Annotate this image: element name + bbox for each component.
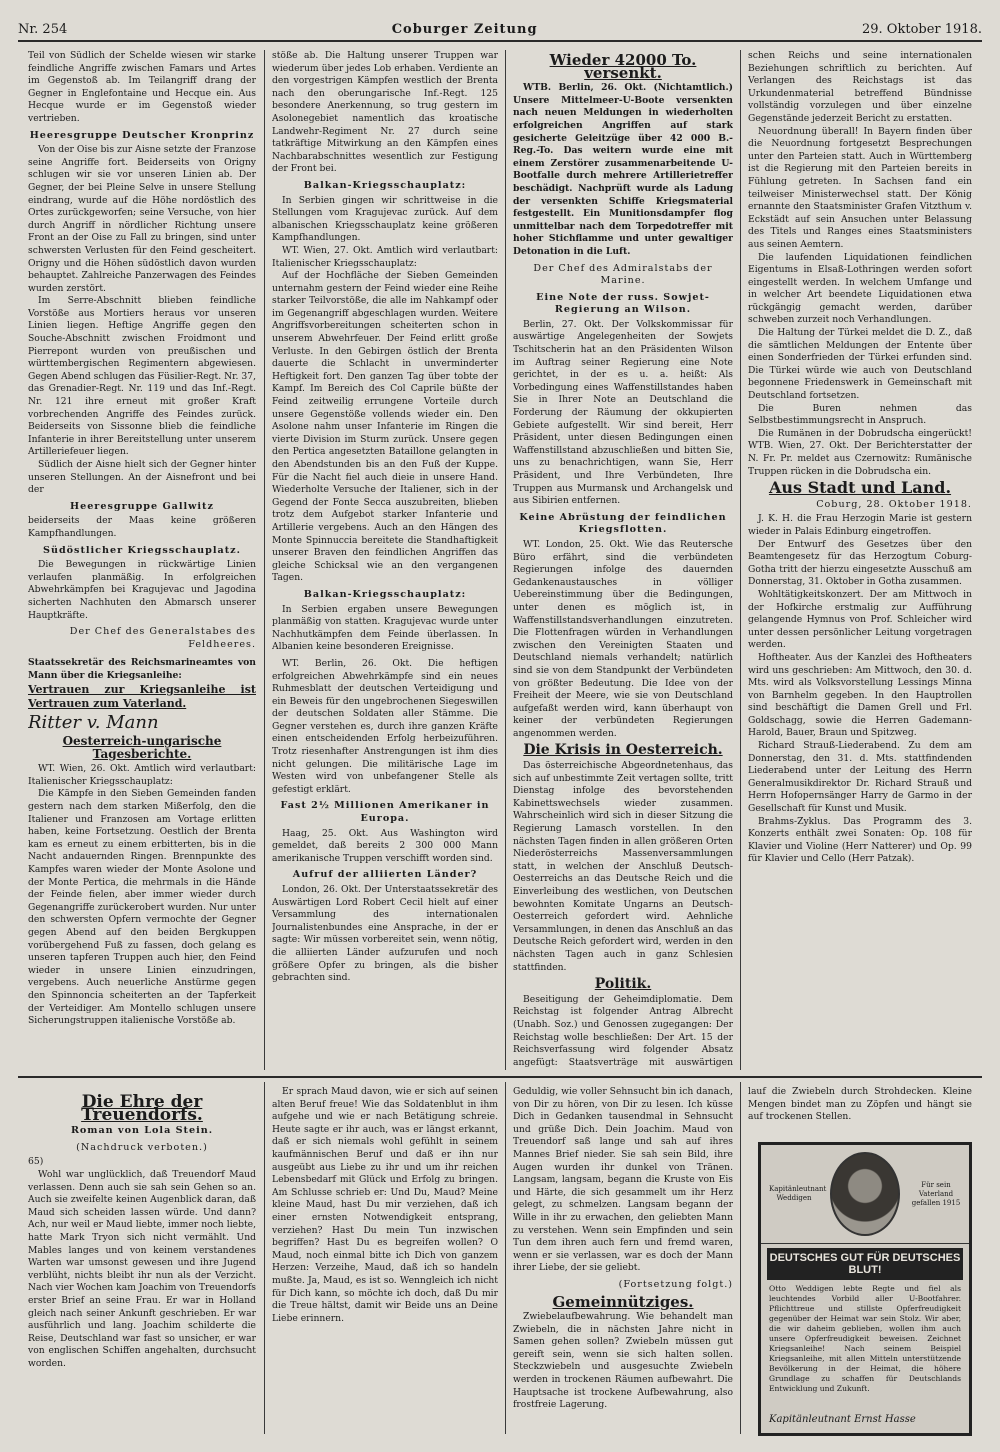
section-heading: Keine Abrüstung der feindlichen Kriegsflotten. <box>519 511 727 536</box>
article-text: WT. Wien, 27. Okt. Amtlich wird verlautbart: Italienischer Kriegsschauplatz: <box>272 244 498 269</box>
column-rule <box>264 1082 265 1434</box>
section-heading: Balkan-Kriegsschauplatz: <box>303 179 467 191</box>
article-text: Die Rumänen in der Dobrudscha eingerückt! WTB. Wien, 27. Okt. Der Berichterstatter der N. Fr. Pr. meldet aus Czernowitz: Rumänische Truppen rücken in die Dobrudscha ein. <box>748 427 972 477</box>
chapter-number: 65) <box>28 1156 44 1168</box>
feuilleton-column-1 <box>28 1086 256 1436</box>
ad-header <box>761 1145 969 1244</box>
ad-signature: Kapitänleutnant Ernst Hasse <box>769 1414 916 1425</box>
article-text: WT. Wien, 26. Okt. Amtlich wird verlautbart: Italienischer Kriegsschauplatz: <box>28 763 256 787</box>
reprint-note: (Nachdruck verboten.) <box>76 1141 208 1153</box>
article-text: Wohltätigkeitskonzert. Der am Mittwoch in der Hofkirche erstmalig zur Aufführung gelangende Hymnus von Prof. Schleicher wird unter dessen persönlicher Leitung vorgetragen werden. <box>748 588 972 651</box>
article-text: Von der Oise bis zur Aisne setzte der Franzose seine Angriffe fort. Beiderseits von Origny schlugen wir sie vor unseren Linien ab. Der Gegner, der bei Pleine Selve in unsere Stellung eindrang, wurde auf die Höhe nordöstlich des Ortes zurückgeworfen; seine Versuche, von hier durch Angriff in nördlicher Richtung unsere Front an der Oise zu Fall zu bringen, sind unter schwersten Verlusten für den Feind gescheitert. Origny und die Höhen südöstlich davon wurden behauptet. Zahlreiche Panzerwagen des Feindes wurden zerstört. <box>28 144 256 294</box>
column-rule <box>740 50 741 1070</box>
handwritten-signature: Ritter v. Mann <box>28 711 159 733</box>
column-1 <box>28 50 256 1070</box>
column-rule <box>505 50 506 1070</box>
portrait-image <box>830 1152 900 1236</box>
section-heading: Heeresgruppe Deutscher Kronprinz <box>29 129 255 141</box>
ad-caption-left: Kapitänleutnant Weddigen <box>769 1185 827 1202</box>
feuilleton-column-3 <box>513 1086 733 1436</box>
article-text: Südlich der Aisne hielt sich der Gegner hinter unseren Stellungen. An der Aisnefront und bei der <box>28 459 256 496</box>
article-text: Teil von Südlich der Schelde wiesen wir starke feindliche Angriffe zwischen Famars und Artes im Gegenstoß ab. Im Teilangriff drang der Gegner in Englefontaine und Hecque ein. Aus Hecque wurde er im Gegenstoß wieder vertrieben. <box>28 50 256 124</box>
column-4-continued <box>748 1086 972 1138</box>
column-rule <box>505 1082 506 1434</box>
article-text: Brahms-Zyklus. Das Programm des 3. Konzerts enthält zwei Sonaten: Op. 108 für Klavier und Violine (Herr Natterer) und Op. 99 für Klavier und Cello (Herr Patzak). <box>748 815 972 865</box>
article-text: Zwiebelaufbewahrung. Wie behandelt man Zwiebeln, die in nächsten Jahre nicht in Samen gehen sollen? Zwiebeln müssen gut gereift sein, wenn sie sich halten sollen. Steckzwiebeln und ausgesuchte Zwiebeln werden in trockenen Räumen aufbewahrt. Die Hauptsache ist trockene Aufbewahrung, also frostfreie Lagerung. <box>513 1311 733 1411</box>
article-text: stöße ab. Die Haltung unserer Truppen war wiederum über jedes Lob erhaben. Verdiente an den vorgestrigen Kämpfen westlich der Brenta nach den oberungarische Inf.-Regt. 125 besondere Anerkennung, so trug gestern im Asolonegebiet namentlich das kroatische Landwehr-Regiment Nr. 27 durch seine tatkräftige Mitwirkung an den Kämpfen eines Nachbarabschnittes wesentlich zur Festigung der Front bei. <box>272 50 498 175</box>
article-text: In Serbien gingen wir schrittweise in die Stellungen vom Kragujevac zurück. Auf dem albanischen Kriegsschauplatz keine größeren Kampfhandlungen. <box>272 194 498 244</box>
ad-caption-right: Für sein Vaterland gefallen 1915 <box>911 1180 961 1207</box>
dateline: Coburg, 28. Oktober 1918. <box>816 498 972 510</box>
section-heading: Südöstlicher Kriegsschauplatz. <box>43 544 241 556</box>
column-4 <box>748 50 972 1070</box>
novel-text: Er sprach Maud davon, wie er sich auf seinen alten Beruf freue! Wie das Soldatenblut in ihm aufgehe und wie er nach Betätigung schreie. Heute sagte er ihr auch, was er längst erkannt, daß er sich niemals wohl gefühlt in seinem kaufmännischen Beruf und daß er ihn nur ausgeübt aus Liebe zu ihr und um ihr reichen Lebensbedarf mit Glück und Erfolg zu bringen. Am Schlusse schrieb er: Und Du, Maud? Meine kleine Maud, hast Du mir verziehen, daß ich einer ernsten Notwendigkeit entsprang, verziehen? Hast Du mein Tun inzwischen begriffen? Hast Du es begreifen wollen? O Maud, noch einmal bitte ich Dich von ganzem Herzen: Verzeihe, Maud, daß ich so handeln mußte. Ja, Maud, es ist so. Wenngleich ich nicht für Dich kann, so möchte ich doch, daß Du mir die Treue hältst, damit wir Beide uns an Deine Liebe erinnern. <box>272 1086 498 1324</box>
article-text: schen Reichs und seine internationalen Beziehungen schriftlich zu berichten. Auf Verlangen des Reichstags ist das Urkundenmaterial betreffend Bündnisse vollständig vorzulegen und über einzelne Gegenstände jederzeit Bericht zu erstatten. <box>748 50 972 124</box>
ad-text: Otto Weddigen lebte Regte und fiel als leuchtendes Vorbild aller U-Bootfahrer. Pflichttreue und stillste Opferfreudigkeit gegenüber der Heimat war sein Stolz. Wir aber, die wir daheim geblieben, wollen ihm auch unsere Opferfreudigkeit beweisen. Zeichnet Kriegsanleihe! Nach seinem Beispiel Kriegsanleihe, mit allen Mitteln unterstützende Bevölkerung in der Heimat, die höhere Grundlage zu schaffen für Deutschlands Entwicklung und Zukunft. <box>769 1284 961 1393</box>
section-title: Wieder 42000 To. versenkt. <box>549 51 697 82</box>
section-title: Oesterreich-ungarische Tagesberichte. <box>62 734 222 761</box>
page-number: Nr. 254 <box>18 21 68 37</box>
article-text: WT. Berlin, 26. Okt. Die heftigen erfolgreichen Abwehrkämpfe sind ein neues Ruhmesblatt der deutschen Verteidigung und ein Beweis für den ungebrochenen Siegeswillen der deutschen Soldaten aller Stämme. Die Gegner verstehen es, durch ihre ganzen Kräfte einen entscheidenden Erfolg herbeizuführen. Trotz riesenhafter Anstrengungen ist ihm dies nicht gelungen. Die militärische Lage im Westen wird von unbefangener Stelle als gefestigt erklärt. <box>272 657 498 795</box>
article-text: WT. London, 25. Okt. Wie das Reutersche Büro erfährt, sind die verbündeten Regierungen infolge des dauernden Gedankenaustausches in völliger Uebereinstimmung über die Bedingungen, unter denen es möglich ist, in Waffenstillstandsverhandlungen einzutreten. Die Flottenfragen würden in Verhandlungen zwischen den Vereinigten Staaten und Deutschland niemals verhandelt; natürlich sind sie von dem Standpunkt der Verbündeten von größter Bedeutung. Die Idee von der Freiheit der Meere, wie sie von Deutschland aufgefaßt werden wird, kann überhaupt von keiner der verbündeten Regierungen angenommen werden. <box>513 538 733 739</box>
article-text: In Serbien ergaben unsere Bewegungen planmäßig von statten. Kragujevac wurde unter Nachhutkämpfen dem Feinde überlassen. In Albanien keine besonderen Ereignisse. <box>272 603 498 653</box>
article-text: Die Kämpfe in den Sieben Gemeinden fanden gestern nach dem starken Mißerfolg, den die Italiener und Franzosen am Vortage erlitten haben, keine Fortsetzung. Oestlich der Brenta kam es erneut zu einem erbitterten, bis in die Nacht andauernden Ringen. Brennpunkte des Kampfes waren wieder der Monte Asolone und der Monte Pertica, die mehrmals in die Hände der Feinde fielen, aber immer wieder durch Gegenangriffe zurückerobert wurden. Nur unter den schwersten Opfern vermochte der Gegner gegen Abend auf den beiden Bergkuppen vorübergehend Fuß zu fassen, doch gelang es unseren tapferen Truppen auch hier, den Feind wieder in unsere Linien einzudringen, vergebens. Auch neuerliche Anstürme gegen den Spinnoncia scheiterten an der Tapferkeit der Verteidiger. Am Montello schlugen unsere Sicherungstruppen italienische Vorstöße ab. <box>28 788 256 1027</box>
signature-line: Der Chef des Admiralstabs der Marine. <box>533 262 713 287</box>
novel-text: Geduldig, wie voller Sehnsucht bin ich danach, von Dir zu hören, von Dir zu lesen. Ich küsse Dich in Gedanken tausendmal in Sehnsucht und grüße Dich. Dein Joachim. Maud von Treuendorf saß lange und sah auf ihres Mannes Brief nieder. Sie sah sein Bild, ihre Augen wurden ihr dunkel von Tränen. Langsam, langsam, begann die Kruste von Eis und Härte, die sich gesammelt um ihr Herz gelegt, zu schmelzen. Langsam begann der Wille in ihr zu erwachen, den geliebten Mann zu verstehen. Wenn sein Empfinden und sein Tun dem ihren auch fern und fremd waren, wenn er sie verlassen, war es doch der Mann ihrer Liebe, der sie geliebt. <box>513 1086 733 1274</box>
section-title: Aus Stadt und Land. <box>768 478 952 498</box>
feuilleton-column-2 <box>272 1086 498 1436</box>
article-text: Berlin, 27. Okt. Der Volkskommissar für auswärtige Angelegenheiten der Sowjets Tschitscherin hat an den Präsidenten Wilson im Auftrag seiner Regierung eine Note gerichtet, in der es u. a. heißt: Als Vorbedingung eines Waffenstillstandes haben Sie in Ihrer Note an Deutschland die Forderung der Räumung der okkupierten Gebiete aufgestellt. Wir sind bereit, Herr Präsident, unter diesen Bedingungen einen Waffenstillstand abzuschließen und bitten Sie, uns zu benachrichtigen, wann Sie, Herr Präsident, und Ihre Verbündeten, Ihre Truppen aus Murmansk und Archangelsk und aus Sibirien entfernen. <box>513 318 733 507</box>
novel-title: Die Ehre der Treuendorfs. <box>81 1092 203 1125</box>
article-text: Die laufenden Liquidationen feindlichen Eigentums in Elsaß-Lothringen werden sofort eingestellt werden. In welchem Umfange und in welcher Art beendete Liquidationen etwa rückgängig gemacht werden, darüber schweben zurzeit noch Verhandlungen. <box>748 251 972 326</box>
article-text: Beseitigung der Geheimdiplomatie. Dem Reichstag ist folgender Antrag Albrecht (Unabh. Soz.) und Genossen zugegangen: Der Reichstag wolle beschließen: Der Art. 15 der Reichsverfassung wird folgender Absatz angefügt: Staatsverträge mit auswärtigen <box>513 993 733 1068</box>
ad-banner: DEUTSCHES GUT FÜR DEUTSCHES BLUT! <box>767 1248 963 1280</box>
issue-date: 29. Oktober 1918. <box>862 21 982 37</box>
article-text: Der Entwurf des Gesetzes über den Beamtengesetz für das Herzogtum Coburg-Gotha tritt der hierzu eingesetzte Ausschuß am Donnerstag, 31. Oktober in Gotha zusammen. <box>748 538 972 588</box>
continuation-note: (Fortsetzung folgt.) <box>618 1278 733 1290</box>
article-text: Die Haltung der Türkei meldet die D. Z., daß die sämtlichen Meldungen der Entente über einen Sonderfrieden der Türkei erfunden sind. Die Türkei würde wie auch von Deutschland begonnene Friedenswerk in Gemeinschaft mit Deutschland fortsetzen. <box>748 327 972 402</box>
novel-byline: Roman von Lola Stein. <box>70 1125 214 1137</box>
feuilleton-rule <box>18 1076 982 1078</box>
article-text: WTB. Berlin, 26. Okt. (Nichtamtlich.) Unsere Mittelmeer-U-Boote versenkten nach neuen Meldungen in wiederholten erfolgreichen Angriffen auf stark gesicherte Geleitzüge über 42 000 B.-Reg.-To. Das weitern wurde eine mit einem Zerstörer zusammenarbeitende U-Bootfalle durch mehrere Artillerietreffer beschädigt. Nachprüft wurde als Ladung der versenkten Schiffe Kriegsmaterial festgestellt. Ein Munitionsdampfer flog unmittelbar nach dem Torpedotreffer mit hoher Stichflamme und unter gewaltiger Detonation in die Luft. <box>513 82 733 257</box>
section-title: Politik. <box>594 976 652 993</box>
article-text: London, 26. Okt. Der Unterstaatssekretär des Auswärtigen Lord Robert Cecil hielt auf einer Versammlung des internationalen Journalistenbundes eine Ansprache, in der er sagte: Wir müssen vorbereitet sein, wenn nötig, die alliierten Länder aufzurufen und noch größere Opfer zu bringen, als die bisher gebrachten sind. <box>272 884 498 984</box>
quote: Vertrauen zur Kriegsanleihe ist Vertrauen zum Vaterland. <box>28 682 256 710</box>
article-text: Die Bewegungen in rückwärtige Linien verlaufen planmäßig. In erfolgreichen Abwehrkämpfen bei Kragujevac und Jagodina sicherten Nachhuten den Abmarsch unserer Hauptkräfte. <box>28 559 256 621</box>
article-text: Haag, 25. Okt. Aus Washington wird gemeldet, daß bereits 2 300 000 Mann amerikanische Truppen verschifft worden sind. <box>272 827 498 864</box>
signature-line: Der Chef des Generalstabes des Feldheeres. <box>69 626 256 650</box>
article-text: lauf die Zwiebeln durch Strohdecken. Kleine Mengen bindet man zu Zöpfen und hängt sie auf trockenen Stellen. <box>748 1086 972 1123</box>
article-text: Im Serre-Abschnitt blieben feindliche Vorstöße aus Mortiers heraus vor unseren Linien liegen. Heftige Angriffe gegen den Souche-Abschnitt zwischen Froidmont und Pierrepont wurden von preußischen und württembergischen Regimentern abgewiesen. Gegen Abend schlugen das Füsilier-Regt. Nr. 37, das Grenadier-Regt. Nr. 119 und das Inf.-Regt. Nr. 121 ihre erneut mit großer Kraft vorbrechenden Angriffe des Feindes zurück. Beiderseits von Sissonne blieb die feindliche Infanterie in ihrer Bereitstellung unter unserem Artilleriefeuer liegen. <box>28 295 256 458</box>
section-heading: Heeresgruppe Gallwitz <box>70 500 214 512</box>
column-rule <box>264 50 265 1070</box>
column-rule <box>740 1082 741 1434</box>
article-text: Auf der Hochfläche der Sieben Gemeinden unternahm gestern der Feind wieder eine Reihe starker Teilvorstöße, die alle im Nahkampf oder im Gegenangriff abgeschlagen wurden. Weitere Angriffsvorbereitungen scheiterten schon in unserem Abwehrfeuer. Der Feind erlitt große Verluste. In den Gebirgen östlich der Brenta dauerte die Schlacht in unverminderter Heftigkeit fort. Den ganzen Tag über tobte der Kampf. Im Bereich des Col Caprile büßte der Feind zeitweilig errungene Vorteile durch unsere Gegenstöße vollends wieder ein. Den Asolone nahm unser Infanterie im Ringen die vierte Division im Sturm zurück. Unsere gegen den Pertica angesetzten Bataillone gelangten in den Abendstunden bis an den Fuß der Kuppe. Für die Nacht fiel auch dieie in unsere Hand. Wiederholte Versuche der Italiener, sich in der Gegend der Fonte Secca auszubreiten, blieben trotz dem Aufgebot starker Infanterie und Artillerie vergebens. Auch an den Hängen des Monte Spinnuccia bereitete die Standhaftigkeit unserer Braven den feindlichen Angriffen das gleiche Schicksal wie an den vergangenen Tagen. <box>272 270 498 584</box>
article-text: Neuordnung überall! In Bayern finden über die Neuordnung fortgesetzt Besprechungen unter den Parteien statt. Auch in Württemberg ist die Regierung mit den Parteien bereits in Fühlung getreten. In Sachsen fand ein teilweiser Ministerwechsel statt. Der König ernannte den Staatsminister Grafen Vitzthum v. Eckstädt auf sein Ansuchen unter Belassung des Titels und Ranges eines Staatsministers aus seinen Aemtern. <box>748 125 972 250</box>
column-3 <box>513 50 733 1070</box>
newspaper-title: Coburger Zeitung <box>391 21 538 37</box>
section-title: Die Krisis in Oesterreich. <box>523 742 723 759</box>
article-text: Richard Strauß-Liederabend. Zu dem am Donnerstag, den 31. d. Mts. stattfindenden Liederabend unter der Leitung des Herrn Generalmusikdirektor Dr. Richard Strauß und Herrn Hofopernsänger Harry de Garmo in der Gesellschaft für Kunst und Musik. <box>748 740 972 815</box>
section-heading: Aufruf der alliierten Länder? <box>292 869 478 881</box>
novel-text: Wohl war unglücklich, daß Treuendorf Maud verlassen. Denn auch sie sah sein Gehen so an. Auch sie zweifelte keinen Augenblick daran, daß Maud sich scheiden lassen würde. Und dann? Ach, nur weil er Maud liebte, immer noch liebte, hatte Mark Tryon sich nicht vermählt. Und Mables langes und von keinem verstandenes Warten war umsonst gewesen und ihre Jugend verblüht, nichts bleibt ihr nun als der Verzicht. Nach vier Wochen kam Joachim von Treuendorfs erster Brief an seine Frau. Er war in Holland gleich nach seiner Ankunft geschrieben. Er war ausführlich und lang. Joachim schilderte die Reise, Deutschland war fast so unsicher, er war von englischen Schiffen angehalten, durchsucht worden. <box>28 1168 256 1369</box>
section-heading: Fast 2½ Millionen Amerikaner in Europa. <box>280 800 490 825</box>
article-text: beiderseits der Maas keine größeren Kampfhandlungen. <box>28 515 256 539</box>
article-text: Das österreichische Abgeordnetenhaus, das sich auf unbestimmte Zeit vertagen sollte, tritt Dienstag infolge des bevorstehenden Kabinettswechsels wieder zusammen. Wahrscheinlich wird sich in dieser Sitzung die Regierung Lamasch vorstellen. In den nächsten Tagen finden in allen größeren Orten Niederösterreichs Massenversammlungen statt, in welchen der Anschluß Deutsch-Oesterreichs an das Deutsche Reich und die Einverleibung des westlichen, von Deutschen bewohnten Komitate Ungarns an Deutsch-Oesterreich gefordert wird. Aehnliche Versammlungen, in denen das Anschluß an das Deutsche Reich gefordert wird, werden in den nächsten Tagen auch in ganz Schlesien stattfinden. <box>513 760 733 973</box>
war-bond-advertisement <box>758 1142 972 1436</box>
section-heading: Eine Note der russ. Sowjet-Regierung an Wilson. <box>536 291 710 316</box>
article-text: J. K. H. die Frau Herzogin Marie ist gestern wieder in Palais Edinburg eingetroffen. <box>748 513 972 537</box>
article-text: Hoftheater. Aus der Kanzlei des Hoftheaters wird uns geschrieben: Am Mittwoch, den 30. d. Mts. wird als Volksvorstellung Lessings Minna von Barnhelm gegeben. In den Hauptrollen sind beschäftigt die Damen Grell und Frl. Goldschagg, sowie die Herren Gademann-Harold, Bauer, Braun und Spitzweg. <box>748 651 972 739</box>
column-2 <box>272 50 498 1070</box>
masthead <box>18 18 982 42</box>
section-title: Gemeinnütziges. <box>552 1292 694 1311</box>
article-text: Staatssekretär des Reichsmarineamtes von Mann über die Kriegsanleihe: <box>28 657 256 681</box>
article-text: Die Buren nehmen das Selbstbestimmungsrecht in Anspruch. <box>748 402 972 427</box>
section-heading: Balkan-Kriegsschauplatz: <box>303 588 467 600</box>
